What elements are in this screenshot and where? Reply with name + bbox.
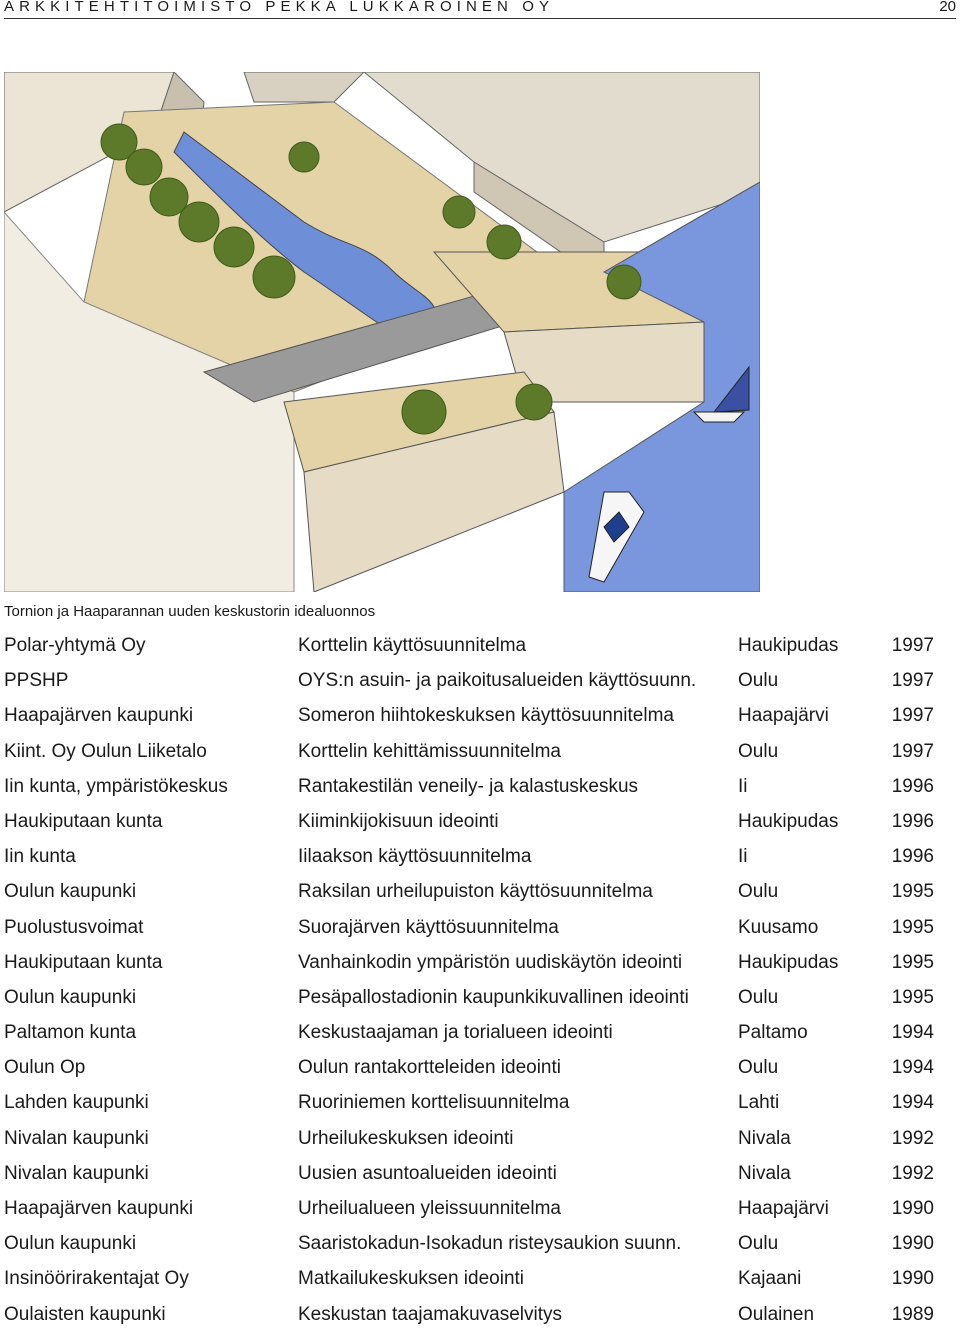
project-cell: Uusien asuntoalueiden ideointi xyxy=(298,1162,557,1184)
location-cell: Haapajärvi xyxy=(738,705,829,727)
project-cell: Iilaakson käyttösuunnitelma xyxy=(298,846,532,868)
location-cell: Haukipudas xyxy=(738,635,839,656)
project-list xyxy=(4,628,934,1332)
project-cell: Keskustan taajamakuvaselvitys xyxy=(298,1303,563,1325)
client-cell: Haapajärven kaupunki xyxy=(4,705,194,727)
page-header xyxy=(4,0,956,19)
location-cell: Nivala xyxy=(738,1162,791,1184)
location-cell: Ii xyxy=(738,775,748,797)
project-cell: Urheilukeskuksen ideointi xyxy=(298,1127,514,1149)
year-cell: 1995 xyxy=(891,916,934,938)
table-row xyxy=(4,1261,934,1296)
client-cell: Oulaisten kaupunki xyxy=(4,1303,166,1325)
tree xyxy=(253,256,295,298)
project-cell: Pesäpallostadionin kaupunkikuvallinen ideointi xyxy=(298,986,689,1008)
location-cell: Oulu xyxy=(738,670,779,692)
year-cell: 1994 xyxy=(891,1057,934,1079)
tree xyxy=(126,149,162,185)
year-cell: 1992 xyxy=(891,1162,934,1184)
table-row xyxy=(4,1015,934,1050)
client-cell: Polar-yhtymä Oy xyxy=(4,635,146,656)
year-cell: 1990 xyxy=(891,1198,934,1219)
location-cell: Oulu xyxy=(738,986,779,1008)
client-cell: Nivalan kaupunki xyxy=(4,1162,149,1184)
tree xyxy=(516,384,552,420)
year-cell: 1995 xyxy=(891,951,934,973)
table-row xyxy=(4,1156,934,1191)
location-cell: Haapajärvi xyxy=(738,1198,829,1219)
project-cell: Urheilualueen yleissuunnitelma xyxy=(298,1198,561,1219)
location-cell: Nivala xyxy=(738,1127,791,1149)
location-cell: Oulu xyxy=(738,1233,779,1255)
project-cell: Suorajärven käyttösuunnitelma xyxy=(298,916,559,938)
client-cell: Oulun kaupunki xyxy=(4,986,137,1008)
location-cell: Oulu xyxy=(738,740,779,762)
client-cell: Insinöörirakentajat Oy xyxy=(4,1268,189,1290)
client-cell: Nivalan kaupunki xyxy=(4,1127,149,1149)
table-row xyxy=(4,980,934,1015)
location-cell: Kajaani xyxy=(738,1268,802,1290)
client-cell: Lahden kaupunki xyxy=(4,1092,149,1114)
tree xyxy=(443,196,475,228)
year-cell: 1990 xyxy=(891,1268,934,1290)
year-cell: 1995 xyxy=(891,986,934,1008)
table-row xyxy=(4,874,934,909)
figure-caption: Tornion ja Haaparannan uuden keskustorin idealuonnos xyxy=(4,603,376,620)
year-cell: 1997 xyxy=(891,740,934,762)
location-cell: Paltamo xyxy=(738,1022,808,1044)
year-cell: 1994 xyxy=(891,1092,934,1114)
year-cell: 1997 xyxy=(891,705,934,727)
tree xyxy=(607,265,641,299)
tree xyxy=(289,142,319,172)
location-cell: Haukipudas xyxy=(738,951,839,973)
year-cell: 1997 xyxy=(891,670,934,692)
location-cell: Lahti xyxy=(738,1092,780,1114)
firm-name: ARKKITEHTITOIMISTO PEKKA LUKKAROINEN OY xyxy=(4,0,555,15)
table-row xyxy=(4,734,934,769)
table-row xyxy=(4,839,934,874)
table-row xyxy=(4,945,934,980)
client-cell: Iin kunta, ympäristökeskus xyxy=(4,775,228,797)
project-cell: Korttelin käyttösuunnitelma xyxy=(298,635,527,656)
project-cell: Kiiminkijokisuun ideointi xyxy=(298,810,499,832)
client-cell: Paltamon kunta xyxy=(4,1022,137,1044)
client-cell: Oulun kaupunki xyxy=(4,1233,137,1255)
table-row xyxy=(4,1226,934,1261)
project-cell: Rantakestilän veneily- ja kalastuskeskus xyxy=(298,775,639,797)
table-row xyxy=(4,910,934,945)
project-cell: Saaristokadun-Isokadun risteysaukion suunn. xyxy=(298,1233,682,1255)
table-row xyxy=(4,698,934,733)
project-cell: Keskustaajaman ja torialueen ideointi xyxy=(298,1022,613,1044)
plaza-rendering xyxy=(4,72,760,592)
project-cell: Korttelin kehittämissuunnitelma xyxy=(298,740,561,762)
tree xyxy=(487,225,521,259)
table-row xyxy=(4,1121,934,1156)
table-row xyxy=(4,1191,934,1226)
year-cell: 1997 xyxy=(891,635,934,656)
year-cell: 1992 xyxy=(891,1127,934,1149)
client-cell: Puolustusvoimat xyxy=(4,916,144,938)
client-cell: Oulun kaupunki xyxy=(4,881,137,903)
building-far xyxy=(244,72,364,102)
location-cell: Ii xyxy=(738,846,748,868)
year-cell: 1990 xyxy=(891,1233,934,1255)
location-cell: Oulu xyxy=(738,1057,779,1079)
year-cell: 1994 xyxy=(891,1022,934,1044)
table-row xyxy=(4,628,934,663)
year-cell: 1989 xyxy=(891,1303,934,1325)
tree xyxy=(402,390,446,434)
client-cell: Haukiputaan kunta xyxy=(4,810,163,832)
year-cell: 1996 xyxy=(891,775,934,797)
location-cell: Kuusamo xyxy=(738,916,819,938)
table-row xyxy=(4,769,934,804)
tree xyxy=(214,227,254,267)
location-cell: Haukipudas xyxy=(738,810,839,832)
project-cell: Matkailukeskuksen ideointi xyxy=(298,1268,525,1290)
project-cell: Ruoriniemen korttelisuunnitelma xyxy=(298,1092,570,1114)
client-cell: Haukiputaan kunta xyxy=(4,951,163,973)
table-row xyxy=(4,1297,934,1332)
year-cell: 1995 xyxy=(891,881,934,903)
table-row xyxy=(4,1085,934,1120)
table-row xyxy=(4,804,934,839)
year-cell: 1996 xyxy=(891,846,934,868)
page-number: 20 xyxy=(939,0,956,15)
client-cell: Haapajärven kaupunki xyxy=(4,1198,194,1219)
location-cell: Oulainen xyxy=(738,1303,815,1325)
project-cell: Oulun rantakortteleiden ideointi xyxy=(298,1057,562,1079)
client-cell: PPSHP xyxy=(4,670,69,692)
project-cell: OYS:n asuin- ja paikoitusalueiden käyttösuunn. xyxy=(298,670,697,692)
table-row xyxy=(4,1050,934,1085)
project-cell: Raksilan urheilupuiston käyttösuunnitelma xyxy=(298,881,653,903)
project-cell: Vanhainkodin ympäristön uudiskäytön ideointi xyxy=(298,951,683,973)
table-row xyxy=(4,663,934,698)
client-cell: Iin kunta xyxy=(4,846,76,868)
client-cell: Oulun Op xyxy=(4,1057,86,1079)
tree xyxy=(179,202,219,242)
year-cell: 1996 xyxy=(891,810,934,832)
client-cell: Kiint. Oy Oulun Liiketalo xyxy=(4,740,207,762)
project-cell: Someron hiihtokeskuksen käyttösuunnitelma xyxy=(298,705,674,727)
location-cell: Oulu xyxy=(738,881,779,903)
